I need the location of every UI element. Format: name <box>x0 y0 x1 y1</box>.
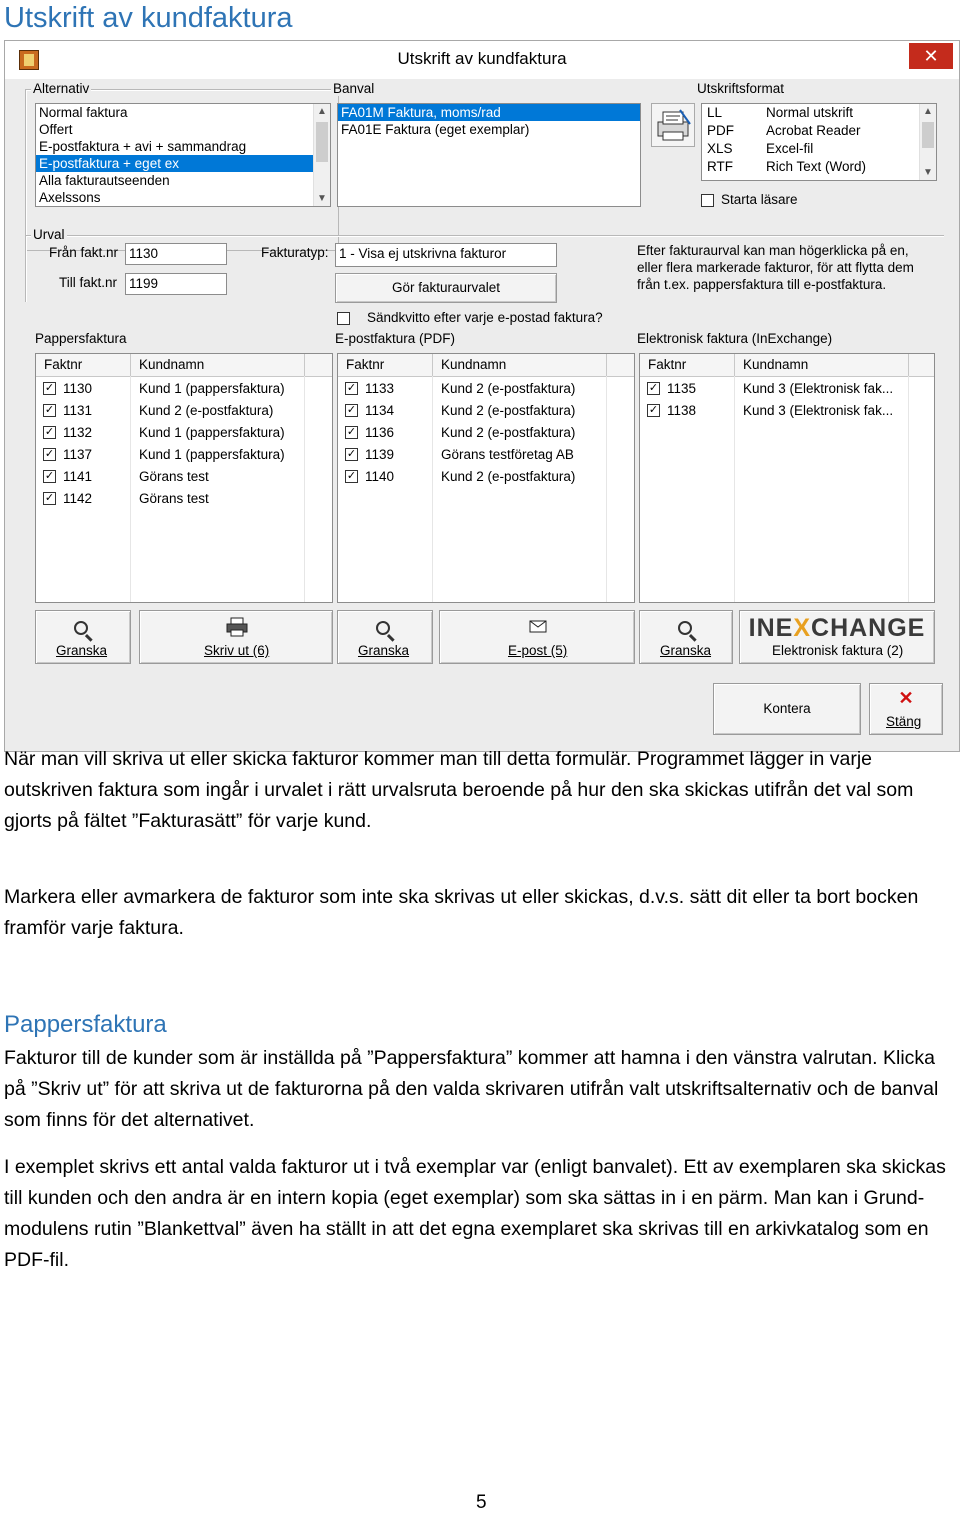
table-row[interactable] <box>36 400 332 422</box>
format-name: Excel-fil <box>766 141 814 156</box>
alternativ-item[interactable]: Offert <box>39 122 73 137</box>
column-header-kundnamn[interactable]: Kundnamn <box>743 357 809 372</box>
faktnr-cell: 1134 <box>365 403 395 418</box>
format-code: LL <box>707 105 723 120</box>
column-separator <box>908 354 909 376</box>
kundnamn-cell: Kund 3 (Elektronisk fak... <box>743 381 894 396</box>
page-number: 5 <box>476 1492 487 1513</box>
row-checkbox[interactable]: ✓ <box>44 382 55 394</box>
paragraph-2: Markera eller avmarkera de fakturor som inte ska skrivas ut eller skickas, d.v.s. sätt dit eller ta bort bocken framför varje faktura. <box>4 886 919 939</box>
sandkvitto-label: Sändkvitto efter varje e-postad faktura? <box>367 310 603 325</box>
faktnr-cell: 1135 <box>667 381 697 396</box>
grid-header <box>36 354 332 377</box>
gor-fakturaurval-button[interactable]: Gör fakturaurvalet <box>335 273 557 303</box>
granska-papp-button[interactable] <box>35 610 131 664</box>
info-line-1: Efter fakturaurval kan man högerklicka på en, <box>637 243 909 258</box>
format-code: XLS <box>707 141 733 156</box>
window-client <box>11 79 953 743</box>
epostfaktura-grid[interactable] <box>337 353 635 603</box>
starta-lasare-label: Starta läsare <box>721 192 798 207</box>
info-line-2: eller flera markerade fakturor, för att flytta dem <box>637 260 914 275</box>
format-item[interactable] <box>702 122 936 140</box>
granska-elek-button[interactable] <box>639 610 733 664</box>
format-code: RTF <box>707 159 733 174</box>
table-row[interactable] <box>640 378 934 400</box>
row-checkbox[interactable]: ✓ <box>648 382 659 394</box>
fakturatyp-label: Fakturatyp: <box>261 245 329 260</box>
row-checkbox[interactable]: ✓ <box>346 426 357 438</box>
grid-header <box>640 354 934 377</box>
faktnr-cell: 1130 <box>63 381 93 396</box>
column-separator <box>304 354 305 376</box>
kontera-button[interactable]: Kontera <box>713 683 861 735</box>
magnifier-icon <box>678 621 692 635</box>
grid-header <box>338 354 634 377</box>
row-checkbox[interactable]: ✓ <box>346 404 357 416</box>
column-header-kundnamn[interactable]: Kundnamn <box>441 357 507 372</box>
alternativ-scrollbar[interactable]: ▲ ▼ <box>313 104 330 206</box>
table-row[interactable] <box>338 444 634 466</box>
row-checkbox[interactable]: ✓ <box>346 448 357 460</box>
inexchange-logo: INEXCHANGE <box>748 614 926 642</box>
alternativ-item[interactable]: Normal faktura <box>39 105 128 120</box>
email-icon <box>528 619 548 635</box>
row-checkbox[interactable]: ✓ <box>44 470 55 482</box>
faktnr-cell: 1131 <box>63 403 93 418</box>
faktnr-cell: 1138 <box>667 403 697 418</box>
faktnr-cell: 1133 <box>365 381 395 396</box>
window-title: Utskrift av kundfaktura <box>397 49 567 68</box>
granska-epost-label: Granska <box>358 643 410 658</box>
close-x-icon: ✕ <box>898 688 914 708</box>
kundnamn-cell: Görans test <box>139 469 209 484</box>
print-invoice-window <box>4 40 960 752</box>
paragraph-4: I exemplet skrivs ett antal valda fakturor ut i två exemplar var (enligt banvalet). Ett av exemplaren ska skickas till kunden och den andra är en intern kopia (eget exemplar) som ska sättas in i en pärm. Man kan i Grund-modulens rutin ”Blankettval” även ha ställt in att det egna exemplaret ska skrivas till en arkivkatalog som en PDF-fil. <box>4 1156 946 1271</box>
banval-label: Banval <box>333 81 375 96</box>
kundnamn-cell: Kund 2 (e-postfaktura) <box>441 381 576 396</box>
skriv-ut-label: Skriv ut (6) <box>204 643 270 658</box>
column-header-faktnr[interactable]: Faktnr <box>44 357 83 372</box>
column-separator <box>606 354 607 376</box>
paragraph-3: Fakturor till de kunder som är inställda på ”Pappersfaktura” kommer att hamna i den vänstra valrutan. Klicka på ”Skriv ut” för att skriva ut de fakturorna på den valda skrivaren utifrån valt utskriftsalternativ och de banval som finns för det alternativet. <box>4 1047 939 1131</box>
elektronisk-label-btn: Elektronisk faktura (2) <box>772 643 904 658</box>
row-checkbox[interactable]: ✓ <box>44 492 55 504</box>
window-close-button[interactable]: ✕ <box>909 43 953 69</box>
kundnamn-cell: Kund 2 (e-postfaktura) <box>441 425 576 440</box>
faktnr-cell: 1140 <box>365 469 395 484</box>
elektronisk-faktura-button[interactable] <box>739 610 935 664</box>
kundnamn-cell: Kund 1 (pappersfaktura) <box>139 447 285 462</box>
format-name: Acrobat Reader <box>766 123 861 138</box>
format-name: Normal utskrift <box>766 105 854 120</box>
kundnamn-cell: Kund 2 (e-postfaktura) <box>139 403 274 418</box>
utskriftsformat-label: Utskriftsformat <box>697 81 785 96</box>
table-row[interactable] <box>36 422 332 444</box>
title-bar <box>5 41 959 79</box>
table-row[interactable] <box>36 378 332 400</box>
faktnr-cell: 1139 <box>365 447 395 462</box>
kundnamn-cell: Kund 1 (pappersfaktura) <box>139 425 285 440</box>
alternativ-item[interactable]: E-postfaktura + avi + sammandrag <box>39 139 247 154</box>
till-label: Till fakt.nr <box>59 275 118 290</box>
section-heading: Pappersfaktura <box>4 1011 167 1038</box>
page-title: Utskrift av kundfaktura <box>4 2 293 34</box>
format-code: PDF <box>707 123 734 138</box>
faktnr-cell: 1142 <box>63 491 93 506</box>
row-checkbox[interactable]: ✓ <box>44 404 55 416</box>
format-item[interactable] <box>702 140 936 158</box>
kundnamn-cell: Kund 1 (pappersfaktura) <box>139 381 285 396</box>
paragraph-1: När man vill skriva ut eller skicka fakturor kommer man till detta formulär. Programmet lägger in varje outskriven faktura som ingår i urvalet i rätt urvalsruta beroende på hur den ska skickas utifrån det val som gjorts på fältet ”Fakturasätt” för varje kund. <box>4 748 914 832</box>
printer-icon <box>226 617 248 637</box>
fran-input[interactable]: 1130 <box>125 243 227 265</box>
format-list[interactable] <box>701 103 937 181</box>
format-item[interactable] <box>702 104 936 122</box>
banval-list[interactable] <box>337 103 641 207</box>
elektronisk-label: Elektronisk faktura (InExchange) <box>637 331 833 346</box>
printer-settings-icon[interactable] <box>651 103 695 147</box>
column-header-kundnamn[interactable]: Kundnamn <box>139 357 205 372</box>
table-row[interactable] <box>338 378 634 400</box>
faktnr-cell: 1137 <box>63 447 93 462</box>
table-row[interactable] <box>36 444 332 466</box>
kundnamn-cell: Görans testföretag AB <box>441 447 574 462</box>
starta-lasare-checkbox[interactable] <box>701 194 714 207</box>
banval-item[interactable]: FA01M Faktura, moms/rad <box>338 104 640 121</box>
column-header-faktnr[interactable]: Faktnr <box>346 357 385 372</box>
alternativ-item[interactable]: E-postfaktura + eget ex <box>36 155 330 172</box>
till-input[interactable]: 1199 <box>125 273 227 295</box>
kundnamn-cell: Kund 3 (Elektronisk fak... <box>743 403 894 418</box>
banval-item[interactable]: FA01E Faktura (eget exemplar) <box>341 122 530 137</box>
alternativ-item[interactable]: Alla fakturautseenden <box>39 173 170 188</box>
row-checkbox[interactable]: ✓ <box>346 470 357 482</box>
format-item[interactable] <box>702 158 936 176</box>
fran-label: Från fakt.nr <box>49 245 119 260</box>
format-name: Rich Text (Word) <box>766 159 867 174</box>
pappersfaktura-grid[interactable] <box>35 353 333 603</box>
epostfaktura-label: E-postfaktura (PDF) <box>335 331 456 346</box>
granska-papp-label: Granska <box>56 643 108 658</box>
alternativ-list[interactable] <box>35 103 331 207</box>
alternativ-label: Alternativ <box>33 81 90 96</box>
table-row[interactable] <box>338 466 634 488</box>
faktnr-cell: 1132 <box>63 425 93 440</box>
stang-label: Stäng <box>886 714 922 729</box>
column-header-faktnr[interactable]: Faktnr <box>648 357 687 372</box>
alternativ-item[interactable]: Axelssons <box>39 190 101 205</box>
table-row[interactable] <box>338 422 634 444</box>
row-checkbox[interactable]: ✓ <box>44 426 55 438</box>
column-separator <box>130 354 131 376</box>
epost-label: E-post (5) <box>508 643 568 658</box>
table-row[interactable] <box>36 466 332 488</box>
row-checkbox[interactable]: ✓ <box>44 448 55 460</box>
faktnr-cell: 1141 <box>63 469 93 484</box>
column-separator <box>734 354 735 376</box>
urval-label: Urval <box>33 227 65 242</box>
table-row[interactable] <box>36 488 332 510</box>
sandkvitto-checkbox[interactable] <box>337 312 350 325</box>
row-checkbox[interactable]: ✓ <box>648 404 659 416</box>
kundnamn-cell: Kund 2 (e-postfaktura) <box>441 403 576 418</box>
kundnamn-cell: Kund 2 (e-postfaktura) <box>441 469 576 484</box>
epost-button[interactable] <box>439 610 635 664</box>
fakturatyp-select[interactable]: 1 - Visa ej utskrivna fakturor <box>335 243 557 267</box>
faktnr-cell: 1136 <box>365 425 395 440</box>
stang-button[interactable] <box>869 683 943 735</box>
granska-elek-label: Granska <box>660 643 712 658</box>
format-scrollbar[interactable]: ▲ ▼ <box>919 104 936 180</box>
table-row[interactable] <box>338 400 634 422</box>
table-row[interactable] <box>640 400 934 422</box>
magnifier-icon <box>74 621 88 635</box>
info-line-3: från t.ex. pappersfaktura till e-postfaktura. <box>637 277 887 292</box>
granska-epost-button[interactable] <box>337 610 433 664</box>
kundnamn-cell: Görans test <box>139 491 209 506</box>
elektronisk-grid[interactable] <box>639 353 935 603</box>
pappersfaktura-label: Pappersfaktura <box>35 331 127 346</box>
magnifier-icon <box>376 621 390 635</box>
skriv-ut-button[interactable] <box>139 610 333 664</box>
column-separator <box>432 354 433 376</box>
row-checkbox[interactable]: ✓ <box>346 382 357 394</box>
